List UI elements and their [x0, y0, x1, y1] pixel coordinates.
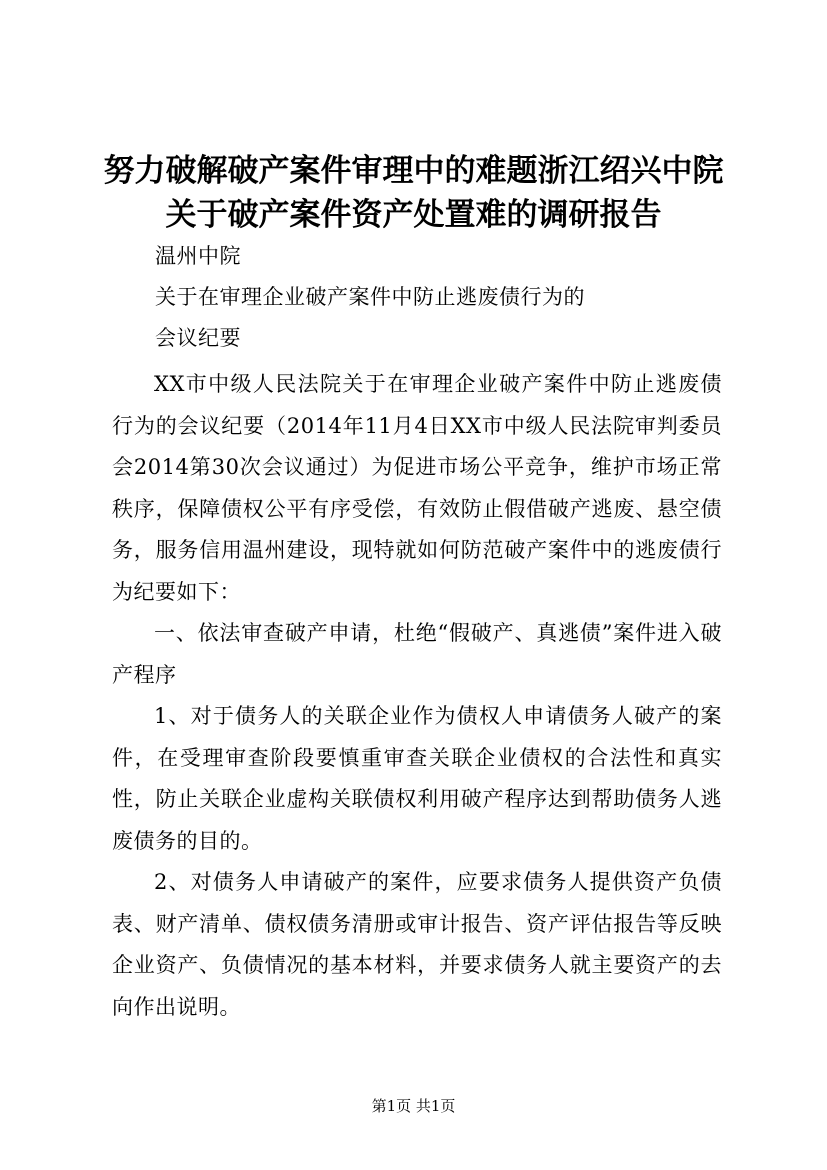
issuing-organization: 温州中院: [155, 244, 241, 268]
subtitle-line-1: 关于在审理企业破产案件中防止逃废债行为的: [155, 285, 585, 309]
body-paragraph-section-1-heading: 一、依法审查破产申请，杜绝“假破产、真逃债”案件进入破产程序: [112, 621, 722, 687]
page-footer: 第1页 共1页: [371, 1097, 456, 1115]
body-paragraph-item-2: 2、对债务人申请破产的案件，应要求债务人提供资产负债表、财产清单、债权债务清册或审计报告、资产评估报告等反映企业资产、负债情况的基本材料，并要求债务人就主要资产的去向作出说明。: [112, 870, 722, 1019]
body-paragraph-item-1: 1、对于债务人的关联企业作为债权人申请债务人破产的案件，在受理审查阶段要慎重审查关联企业债权的合法性和真实性，防止关联企业虚构关联债权利用破产程序达到帮助债务人逃废债务的目的。: [112, 704, 722, 853]
document-title-line-1: 努力破解破产案件审理中的难题浙江绍兴中院: [103, 153, 724, 189]
document-title-line-2: 关于破产案件资产处置难的调研报告: [165, 197, 662, 233]
body-paragraph-intro: XX市中级人民法院关于在审理企业破产案件中防止逃废债行为的会议纪要（2014年11月4日XX市中级人民法院审判委员会2014第30次会议通过）为促进市场公平竞争，维护市场正常秩序，保障债权公平有序受偿，有效防止假借破产逃废、悬空债务，服务信用温州建设，现特就如何防范破产案件中的逃废债行为纪要如下：: [112, 372, 722, 604]
subtitle-line-2: 会议纪要: [155, 326, 241, 350]
